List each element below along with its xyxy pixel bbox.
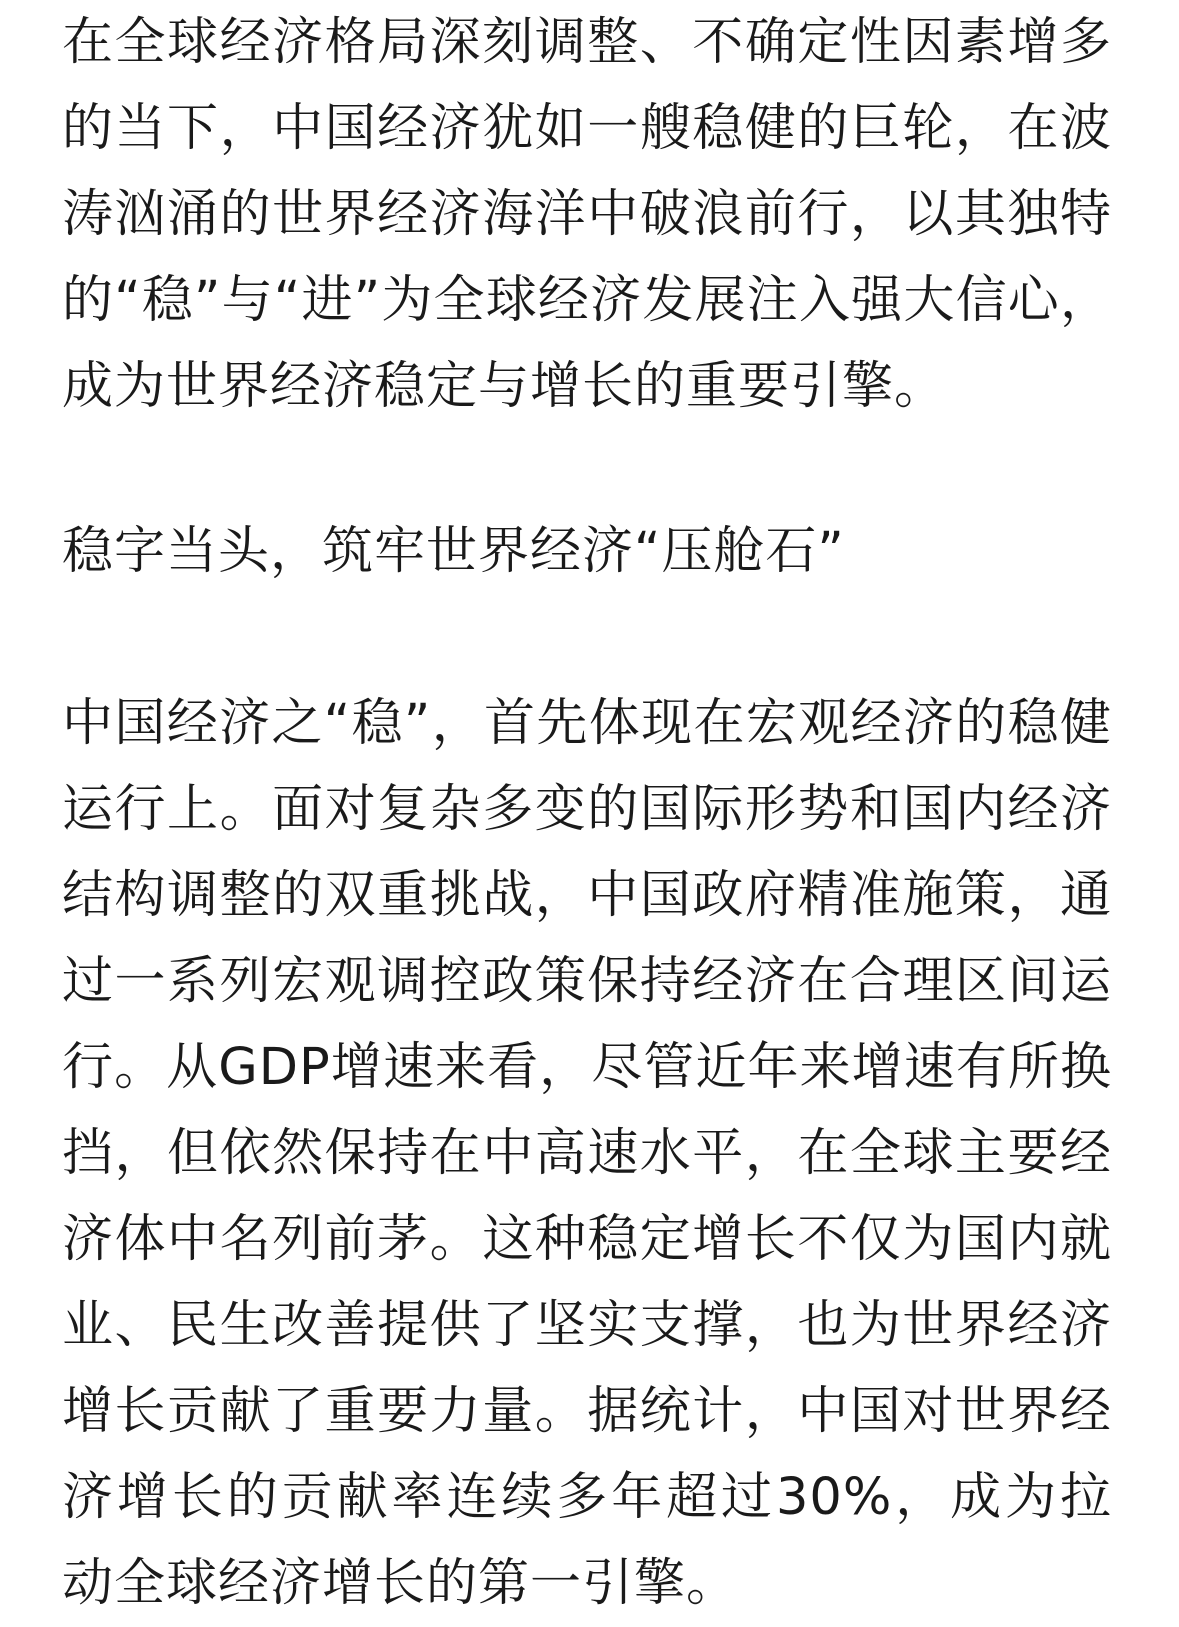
article-body xyxy=(62,0,1112,1627)
section-heading: 稳字当头，筑牢世界经济“压舱石” xyxy=(62,522,845,581)
article-paragraph-stability: 中国经济之“稳”，首先体现在宏观经济的稳健运行上。面对复杂多变的国际形势和国内经济结构调整的双重挑战，中国政府精准施策，通过一系列宏观调控政策保持经济在合理区间运行。从GDP增速来看，尽管近年来增速有所换挡，但依然保持在中高速水平，在全球主要经济体中名列前茅。这种稳定增长不仅为国内就业、民生改善提供了坚实支撑，也为世界经济增长贡献了重要力量。据统计，中国对世界经济增长的贡献率连续多年超过30%，成为拉动全球经济增长的第一引擎。 xyxy=(62,694,1112,1613)
article-paragraph-intro: 在全球经济格局深刻调整、不确定性因素增多的当下，中国经济犹如一艘稳健的巨轮，在波涛汹涌的世界经济海洋中破浪前行，以其独特的“稳”与“进”为全球经济发展注入强大信心，成为世界经济稳定与增长的重要引擎。 xyxy=(62,13,1112,416)
